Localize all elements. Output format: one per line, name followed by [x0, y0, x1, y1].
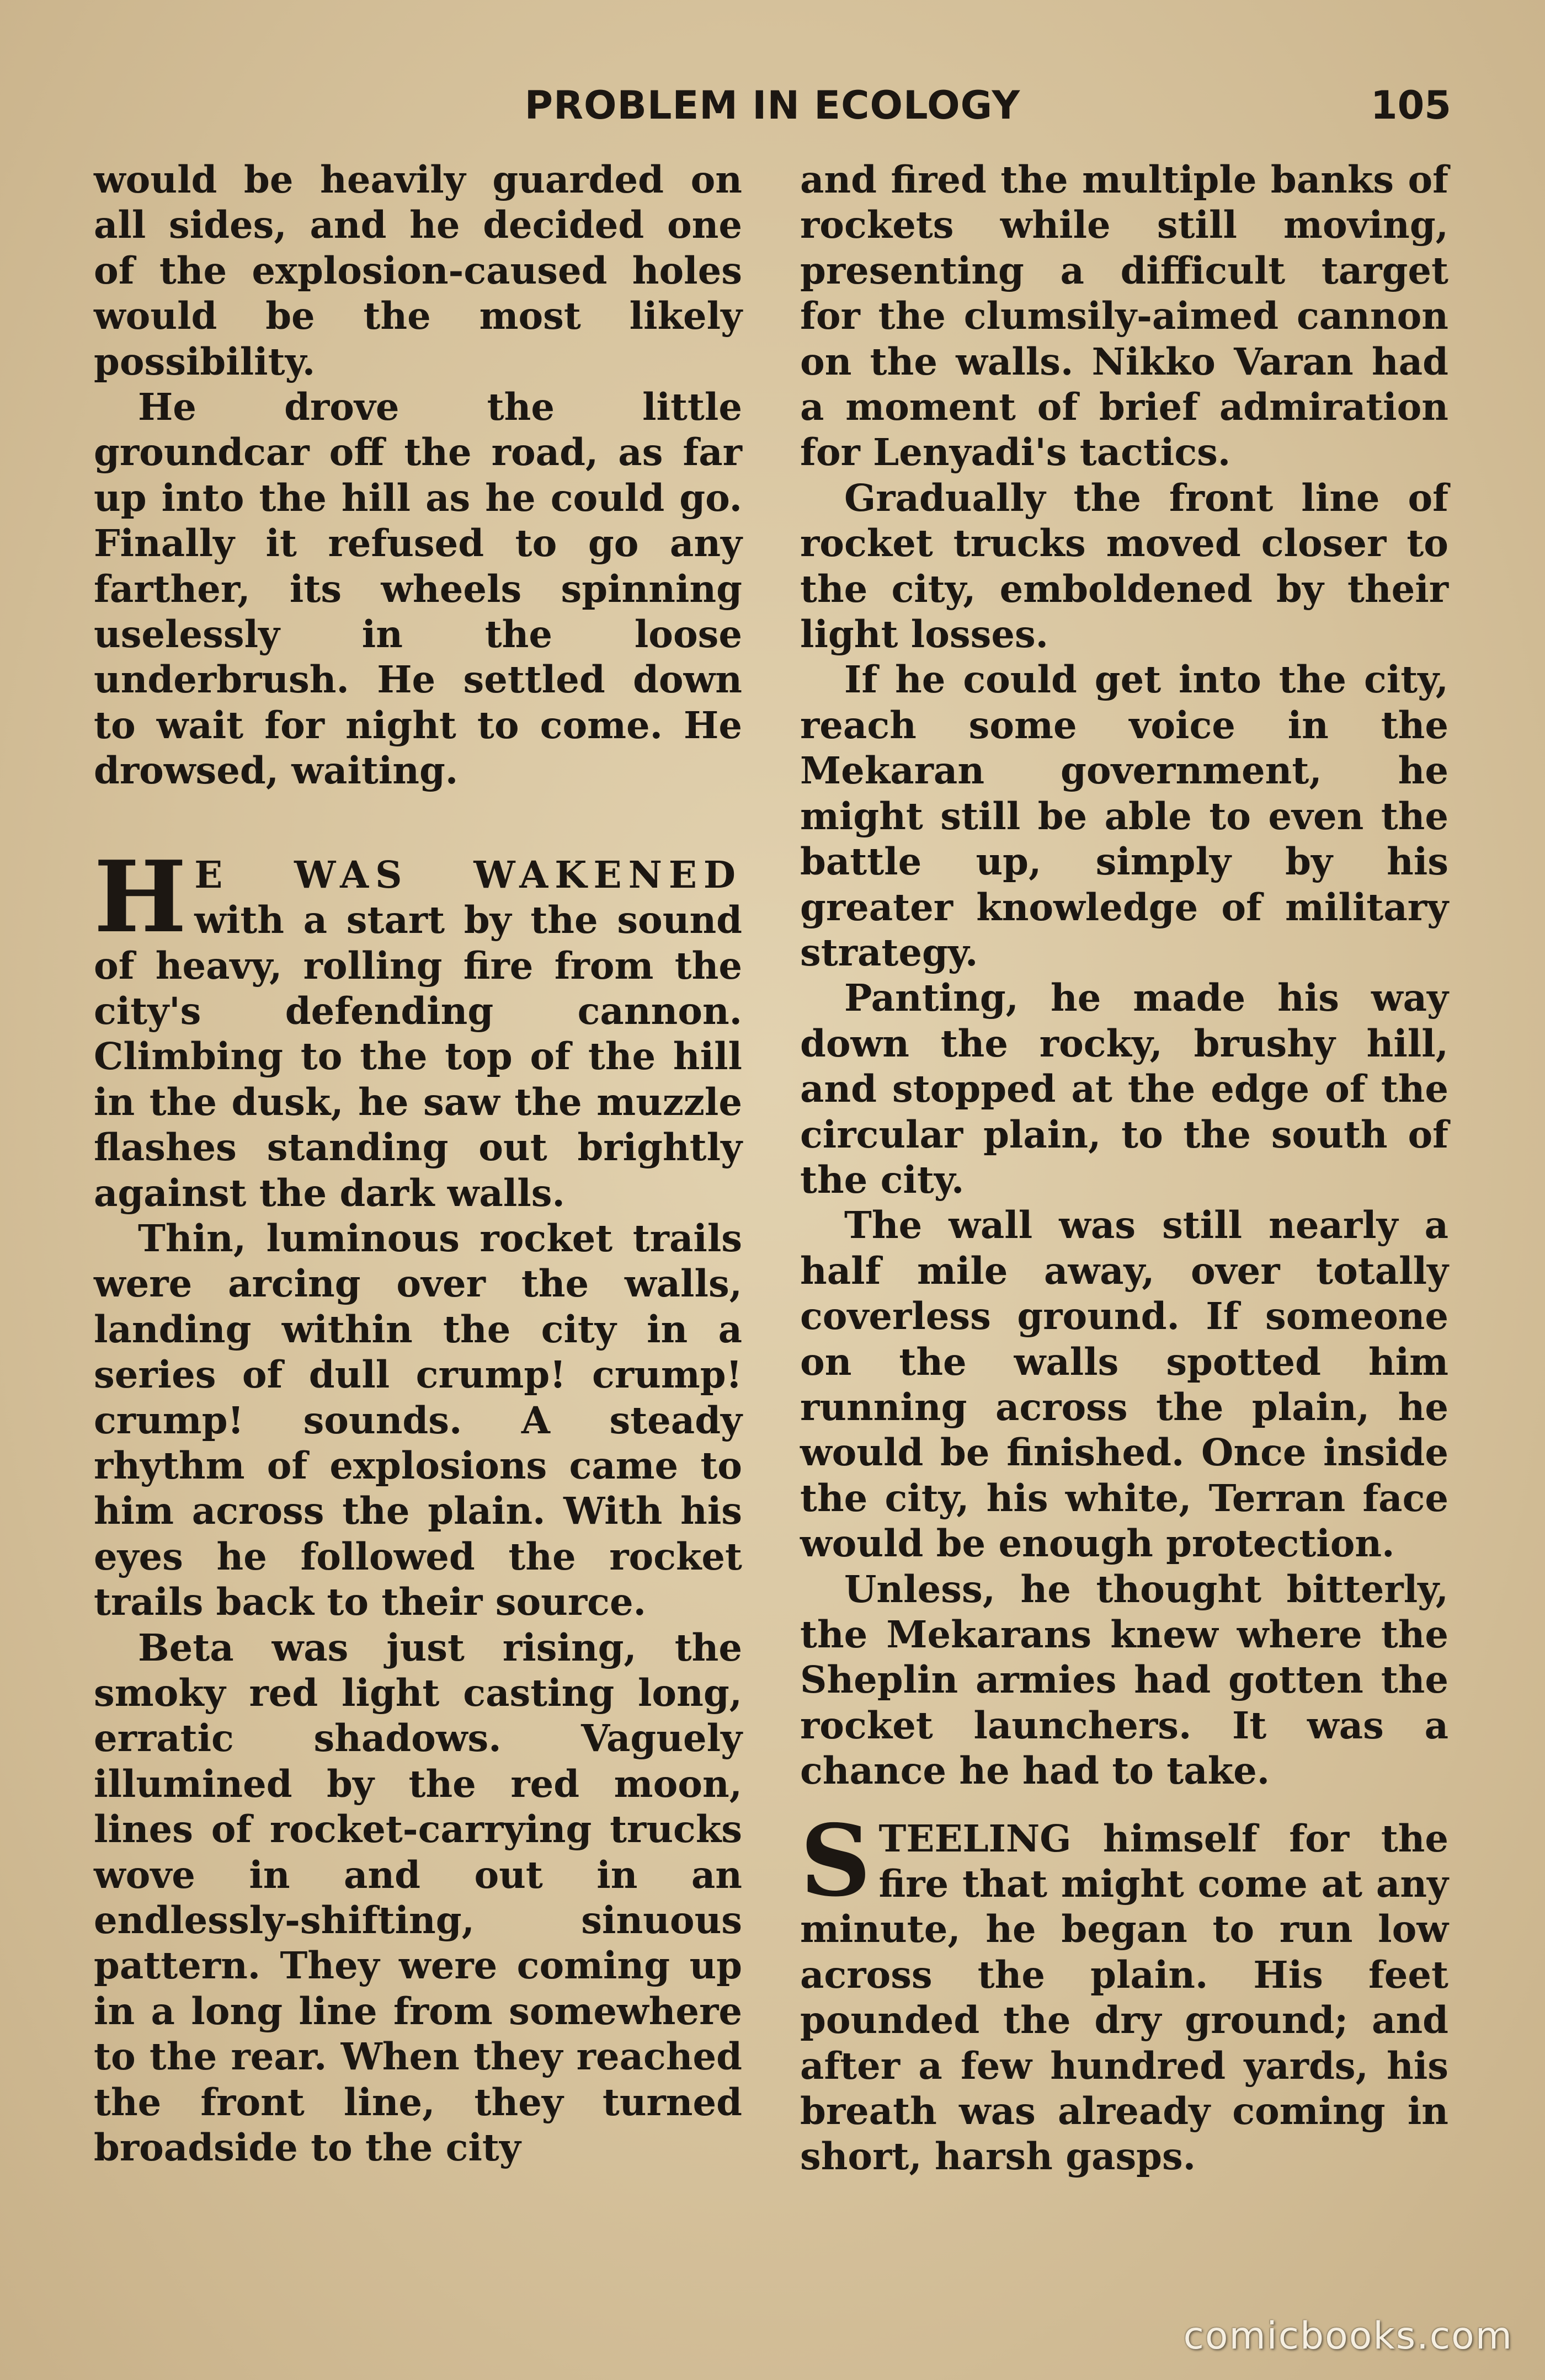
paragraph: The wall was still nearly a half mile away, over totally coverless ground. If someone on the walls spotted him running across the plain, he would be finished. Once inside the city, his white, Terran face would be enough protection. [800, 1203, 1448, 1566]
running-head: PROBLEM IN ECOLOGY [524, 83, 1021, 128]
paragraph: Panting, he made his way down the rocky, brushy hill, and stopped at the edge of the circular plain, to the south of the city. [800, 976, 1448, 1202]
paragraph-drop-cap [94, 839, 742, 1216]
watermark: comicbooks.com [1183, 2314, 1513, 2358]
paragraph: and fired the multiple banks of rockets while still moving, presenting a difficult target for the clumsily-aimed cannon on the walls. Nikko Varan had a moment of brief admiration for Lenyadi's tactics. [800, 158, 1448, 474]
right-column [800, 157, 1448, 2180]
paragraph: He drove the little groundcar off the road, as far up into the hill as he could go. Finally it refused to go any farther, its wheels spinning uselessly in the loose underbrush. He settled down to wait for night to come. He drowsed, waiting. [94, 385, 742, 793]
paragraph: would be heavily guarded on all sides, and he decided one of the explosion-caused holes would be the most likely possibility. [94, 158, 742, 383]
paragraph-drop-cap [800, 1802, 1448, 2180]
drop-cap-initial: S [800, 1802, 871, 1918]
paragraph: Gradually the front line of rocket trucks moved closer to the city, emboldened by their light losses. [800, 476, 1448, 657]
drop-cap-initial: H [94, 839, 187, 954]
paragraph: Beta was just rising, the smoky red light casting long, erratic shadows. Vaguely illumined by the red moon, lines of rocket-carrying trucks wove in and out in an endlessly-shifting, sinuous pattern. They were coming up in a long line from somewhere to the rear. When they reached the front line, they turned broadside to the city [94, 1625, 742, 2170]
page-number: 105 [1370, 83, 1451, 128]
small-caps-lead: TEELING [878, 1816, 1072, 1860]
paragraph-text: himself for the fire that might come at any minute, he began to run low across the plain. His feet pounded the dry ground; and after a few hundred yards, his breath was already coming in short, harsh gasps. [800, 1816, 1448, 2179]
page-header [94, 83, 1451, 138]
paragraph: Unless, he thought bitterly, the Mekarans knew where the Sheplin armies had gotten the rocket launchers. It was a chance he had to take. [800, 1567, 1448, 1793]
left-column [94, 157, 742, 2170]
paragraph-text: with a start by the sound of heavy, rolling fire from the city's defending cannon. Climbing to the top of the hill in the dusk, he saw the muzzle flashes standing out brightly against the dark walls. [94, 898, 742, 1215]
paragraph: Thin, luminous rocket trails were arcing over the walls, landing within the city in a series of dull crump! crump! crump! sounds. A steady rhythm of explosions came to him across the plain. With his eyes he followed the rocket trails back to their source. [94, 1216, 742, 1624]
paragraph: If he could get into the city, reach some voice in the Mekaran government, he might still be able to even the battle up, simply by his greater knowledge of military strategy. [800, 658, 1448, 974]
small-caps-lead: E WAS WAKENED [194, 852, 742, 896]
